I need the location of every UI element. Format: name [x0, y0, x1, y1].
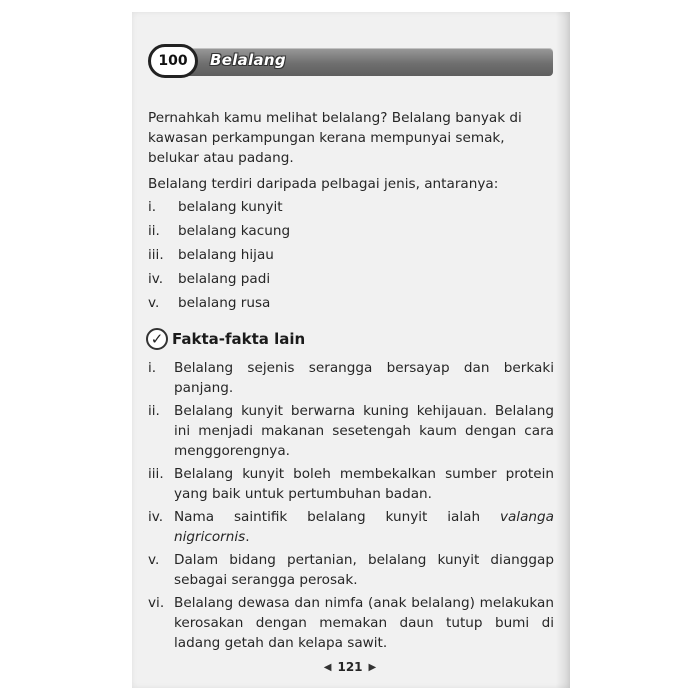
- item-number: i.: [148, 360, 157, 376]
- item-number: v.: [148, 552, 160, 568]
- topic-title: Belalang: [210, 51, 286, 69]
- list-item: [148, 220, 548, 244]
- item-text-prefix: Nama saintifik belalang kunyit ialah: [174, 509, 500, 525]
- left-arrow-icon: ◀: [323, 661, 332, 673]
- item-number: ii.: [148, 223, 160, 239]
- list-item: [148, 196, 548, 220]
- facts-list: [148, 358, 554, 656]
- item-text: Dalam bidang pertanian, belalang kunyit dianggap sebagai serangga perosak.: [174, 552, 554, 588]
- facts-heading: [146, 326, 305, 352]
- list-item: [148, 268, 548, 292]
- check-icon: ✓: [146, 328, 168, 350]
- page-footer: [314, 658, 386, 676]
- item-number: iv.: [148, 271, 164, 287]
- list-item: [148, 401, 554, 461]
- types-intro: Belalang terdiri daripada pelbagai jenis, antaranya:: [148, 176, 499, 192]
- item-number: iv.: [148, 509, 164, 525]
- item-number: vi.: [148, 595, 165, 611]
- item-text: Belalang kunyit boleh membekalkan sumber protein yang baik untuk pertumbuhan badan.: [174, 466, 554, 502]
- item-number: iii.: [148, 466, 164, 482]
- list-item: [148, 464, 554, 504]
- topic-header: [148, 44, 553, 80]
- page-edge-shadow: [556, 12, 570, 688]
- types-list: [148, 196, 548, 316]
- item-text: Belalang sejenis serangga bersayap dan berkaki panjang.: [174, 360, 554, 396]
- item-label: belalang kacung: [178, 223, 291, 239]
- facts-title: Fakta-fakta lain: [172, 330, 306, 348]
- topic-number-badge: 100: [148, 44, 198, 78]
- item-text-suffix: .: [245, 529, 250, 545]
- intro-paragraph: Pernahkah kamu melihat belalang? Belalang banyak di kawasan perkampungan kerana mempunyai semak, belukar atau padang.: [148, 110, 522, 166]
- item-label: belalang padi: [178, 271, 271, 287]
- item-number: ii.: [148, 403, 160, 419]
- list-item: [148, 244, 548, 268]
- list-item: [148, 507, 554, 547]
- item-text: Belalang dewasa dan nimfa (anak belalang) melakukan kerosakan dengan memakan daun tutup bumi di ladang getah dan kelapa sawit.: [174, 595, 554, 651]
- item-label: belalang kunyit: [178, 199, 283, 215]
- scientific-name: valanga nigricornis: [174, 509, 554, 545]
- list-item: [148, 292, 548, 316]
- list-item: [148, 550, 554, 590]
- page-number: 121: [337, 660, 363, 674]
- right-arrow-icon: ▶: [368, 661, 377, 673]
- item-text: Belalang kunyit berwarna kuning kehijauan. Belalang ini menjadi makanan sesetengah kaum dengan cara menggorengnya.: [174, 403, 554, 459]
- list-item: [148, 593, 554, 653]
- item-number: iii.: [148, 247, 164, 263]
- item-label: belalang hijau: [178, 247, 274, 263]
- item-label: belalang rusa: [178, 295, 271, 311]
- item-number: v.: [148, 295, 160, 311]
- list-item: [148, 358, 554, 398]
- item-number: i.: [148, 199, 157, 215]
